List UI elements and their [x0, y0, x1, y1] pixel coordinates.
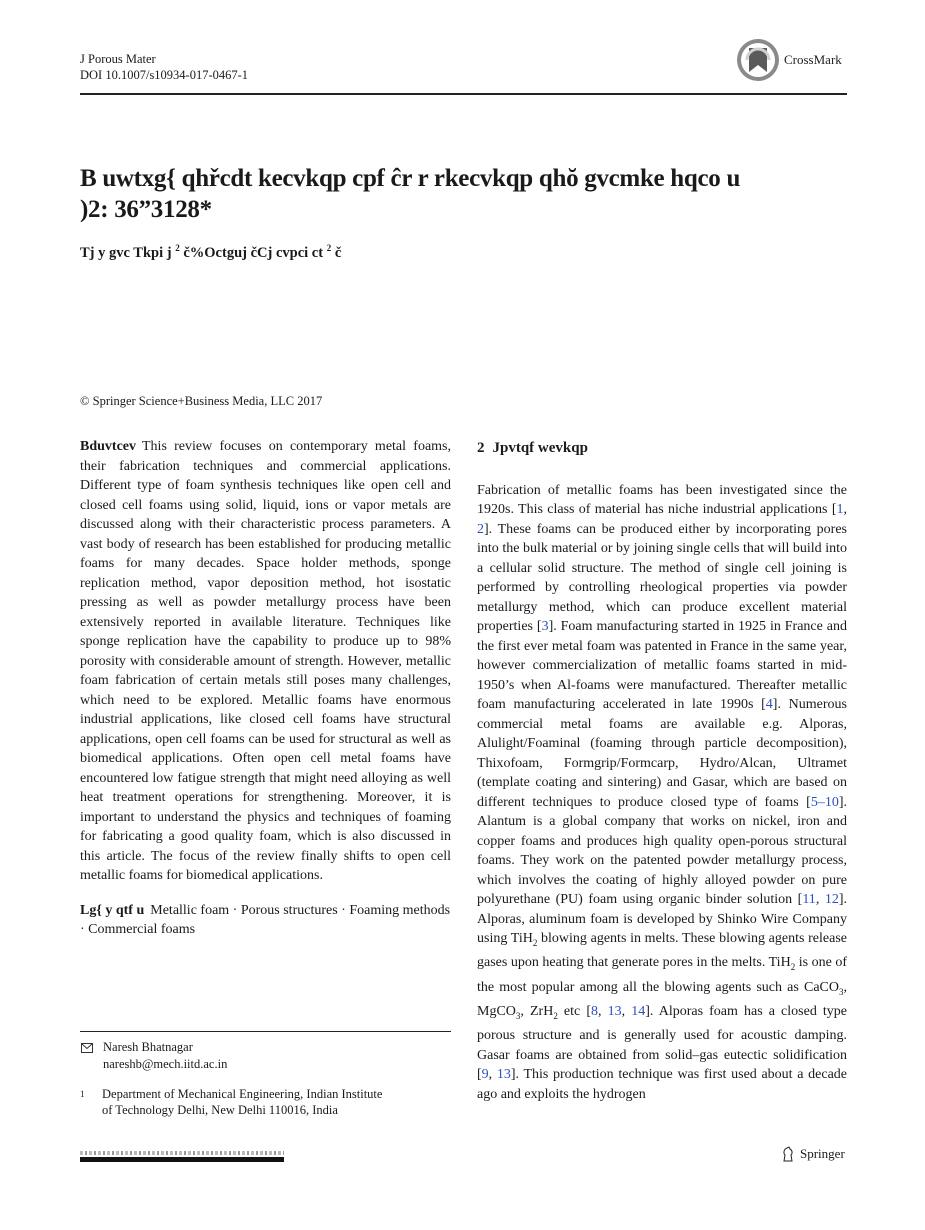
keywords-label: Lg{ y qtf u	[80, 902, 145, 918]
citation-link[interactable]: 14	[631, 1003, 646, 1019]
crossmark-badge[interactable]	[736, 38, 842, 82]
keywords-text: Metallic foam · Porous structures · Foaming methods · Commercial foams	[80, 902, 451, 937]
left-column	[80, 437, 451, 940]
running-header	[80, 51, 248, 83]
keywords	[80, 901, 451, 940]
abstract-text: This review focuses on contemporary metal foams, their fabrication techniques and commercial applications. Different type of foam synthesis techniques like open cell and closed cell foams using solid, liquid, ions or vapor metals are discussed along with their characteristic process parameters. A vast body of research has been established for producing metallic foams for many decades. Space holder methods, sponge replication method, vapor deposition method, hot isostatic pressing as well as powder metallurgy process have been extensively reported in available literature. Techniques like sponge replication have the capability to produce up to 98% porosity with considerable amount of strength. However, metallic foam fabrication of certain metals still poses many challenges, which need to be explored. Metallic foams have enormous industrial applications, like closed cell foams have structural applications, open cell foams can be used for structural as well as biomedical applications. Often open cell metal foams have encountered low fatigue strength that might need alloying as well heat treatment operations for strengthening. Moreover, it is important to understand the physics and techniques of foaming for fabricating a good quality foam, which is also discussed in this article. The focus of the review finally shifts to open cell metallic foams for biomedical applications.	[80, 439, 451, 883]
footnote-divider	[80, 1031, 451, 1032]
envelope-icon	[81, 1043, 93, 1053]
section-title: Jpvtqf wevkqp	[492, 440, 588, 456]
barcode	[80, 1151, 284, 1163]
author-end: č	[331, 244, 342, 261]
publisher-name: Springer	[800, 1146, 845, 1161]
author-2-affil: 2	[326, 243, 332, 253]
intro-paragraph: Fabrication of metallic foams has been investigated since the 1920s. This class of material has niche industrial applications [1, 2]. These foams can be produced either by incorporating pores into the bulk material or by joining single cells that will build into a cellular solid structure. The method of single cell joining is performed by controlling rheological properties via powder metallurgy method, which can produce excellent material properties [3]. Foam manufacturing started in 1925 in France and the first ever metal foam was patented in France in the same year, however commercialization of metallic foams started in mid-1950’s when Al-foams were manufactured. Thereafter metallic foam manufacturing accelerated in late 1990s [4]. Numerous commercial metal foams are available e.g. Alporas, Alulight/Foaminal (foaming through particle decomposition), Thixofoam, Formgrip/Formcarp, Hydro/Alcan, Ultramet (template coating and sintering) and Gasar, which are based on different techniques to produce closed type of foams [5–10]. Alantum is a global company that works on nickel, iron and copper foams and produces high quality open-porous structural foams. They work on the patented powder metallurgy process, which involves the coating of highly alloyed powder on pure polyurethane (PU) foam using organic binder solution [11, 12]. Alporas, aluminum foam is developed by Shinko Wire Company using TiH$_2$ blowing agents in melts. These blowing agents release gases upon heating that generate pores in the melts. TiH$_2$ is one of the most popular among all the blowing agents such as CaCO$_3$, MgCO$_3$, ZrH$_2$ etc [8, 13, 14]. Alporas foam has a closed type porous structure and is generally used for acoustic damping. Gasar foams are obtained from solid–gas eutectic solidification [9, 13]. This production technique was first used about a decade ago and exploits the hydrogen	[477, 482, 848, 1102]
copyright-notice: © Springer Science+Business Media, LLC 2017	[80, 394, 323, 408]
abstract-label: Bduvtcev	[80, 439, 136, 454]
author-1: Tj y gvc Tkpi j	[80, 244, 176, 261]
springer-logo	[781, 1146, 845, 1162]
citation-link[interactable]: 4	[765, 697, 773, 712]
affiliation-line-2: of Technology Delhi, New Delhi 110016, India	[102, 1103, 338, 1117]
author-list	[80, 243, 341, 262]
journal-name: J Porous Mater	[80, 52, 156, 66]
author-separator: č%Octguj čCj cvpci ct	[179, 244, 327, 261]
crossmark-label: CrossMark	[784, 52, 842, 67]
title-line-1: B uwtxg{ qhřcdt kecvkqp cpf ĉr r rkecvkqp qhŏ gvcmke hqco u	[80, 165, 741, 192]
citation-link[interactable]: 12	[824, 892, 839, 907]
contact-name: Naresh Bhatnagar	[103, 1040, 193, 1054]
section-number: 2	[477, 440, 485, 456]
affiliation-number: 1	[80, 1089, 85, 1099]
citation-link[interactable]: 9	[481, 1067, 489, 1083]
affiliation	[80, 1086, 382, 1118]
citation-link[interactable]: 13	[496, 1067, 511, 1083]
corresponding-author	[80, 1039, 227, 1073]
citation-link[interactable]: 2	[477, 521, 484, 537]
citation-link[interactable]: 8	[591, 1003, 598, 1019]
abstract	[80, 437, 451, 886]
crossmark-icon	[736, 38, 780, 82]
doi-text[interactable]: DOI 10.1007/s10934-017-0467-1	[80, 68, 249, 82]
section-heading	[477, 439, 847, 459]
header-divider	[80, 93, 847, 95]
title-line-2: )2: 36”3128*	[80, 196, 212, 223]
author-1-affil: 2	[175, 243, 180, 253]
citation-link[interactable]: 11	[802, 892, 816, 907]
affiliation-line-1: Department of Mechanical Engineering, Indian Institute	[102, 1087, 383, 1101]
citation-link[interactable]: 1	[836, 502, 844, 517]
contact-email[interactable]: nareshb@mech.iitd.ac.in	[103, 1057, 228, 1071]
springer-horse-icon	[781, 1146, 795, 1162]
article-title	[80, 163, 780, 225]
right-column	[477, 437, 847, 1104]
citation-link[interactable]: 13	[607, 1003, 622, 1019]
citation-link[interactable]: 5–10	[810, 794, 839, 810]
citation-link[interactable]: 3	[541, 619, 549, 634]
